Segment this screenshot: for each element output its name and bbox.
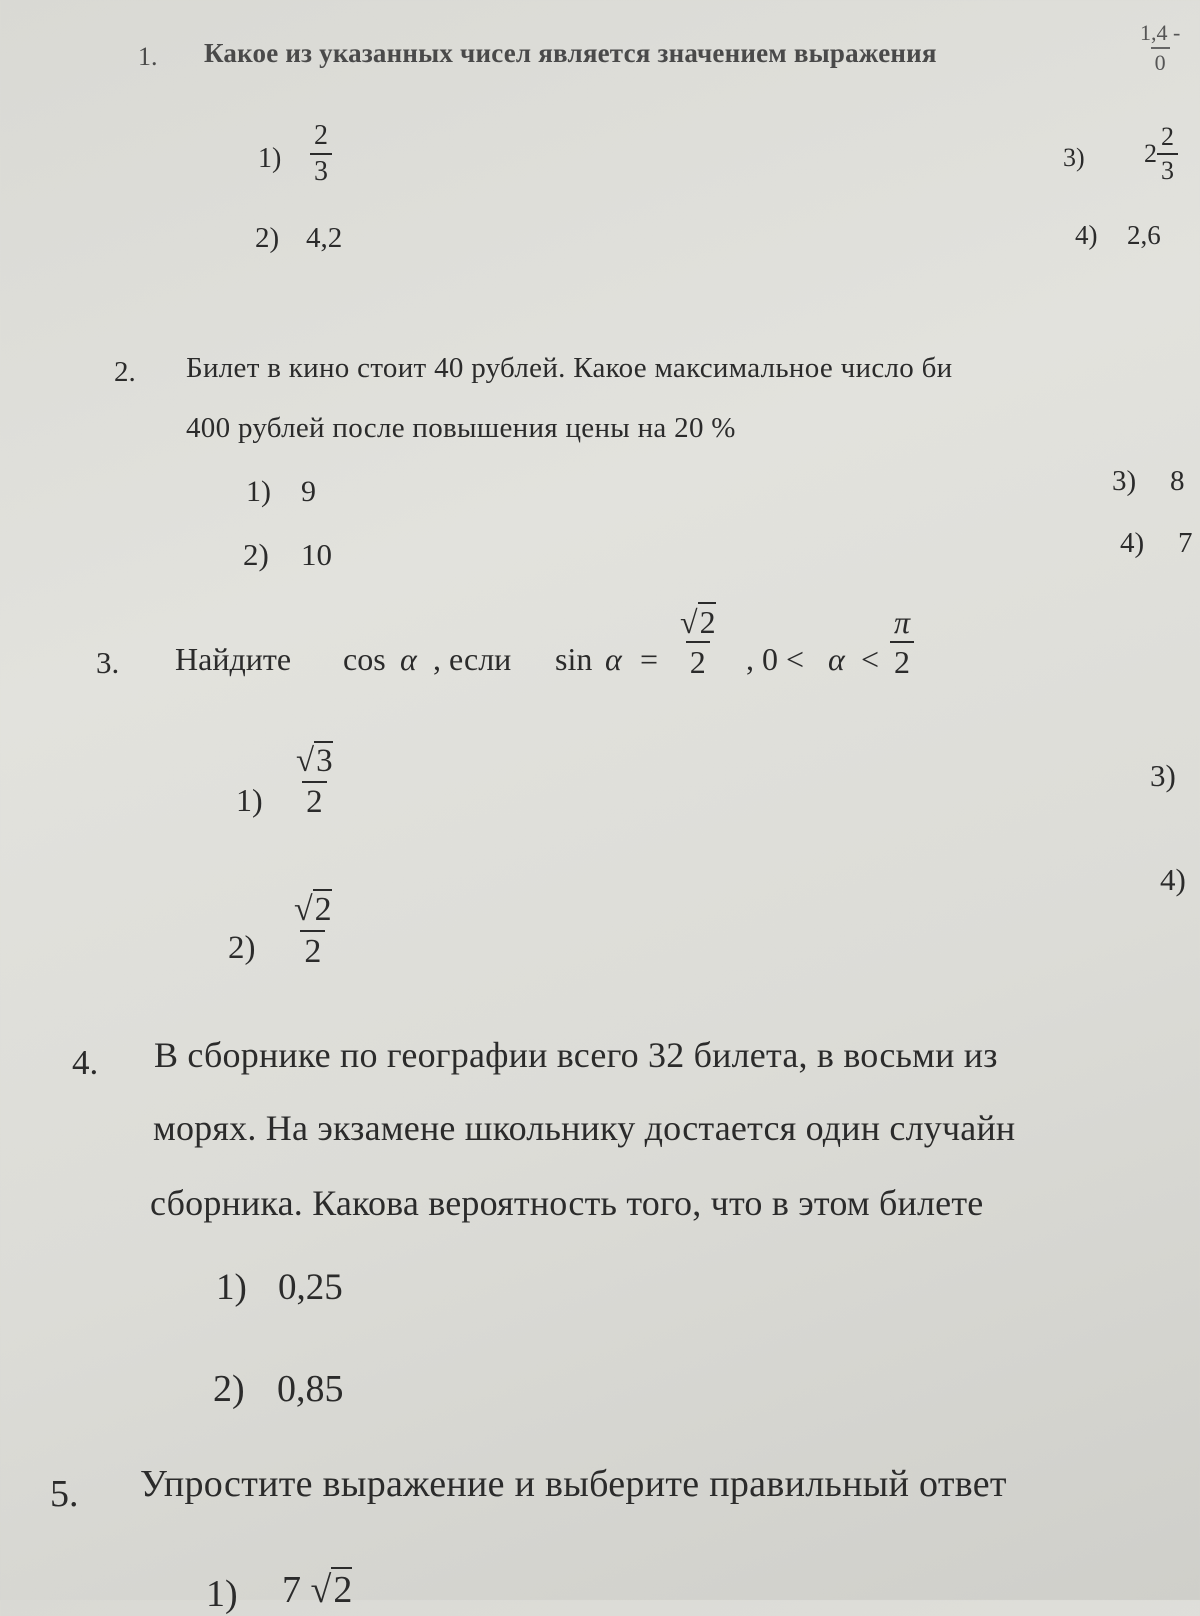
q1-opt3-fraction [1157,124,1178,184]
q5-number: 5. [50,1473,79,1515]
q1-number: 1. [138,42,158,71]
q3-condition: , 0 < [746,641,805,677]
q1-opt2-label: 2) [255,222,280,254]
q3-opt2-value [290,893,336,969]
q1-opt4-label: 4) [1075,220,1098,250]
q2-opt1-label: 1) [246,475,271,508]
sqrt-sign: √ [296,743,315,779]
sqrt-icon [311,1568,353,1612]
q1-expr-numerator: 1,4 - [1140,20,1181,45]
q5-opt1-label: 1) [206,1573,238,1615]
q4-number: 4. [72,1043,99,1082]
q3-sin-num [676,606,720,641]
q2-opt4-label: 4) [1120,527,1145,559]
q1-opt3-mixed [1144,124,1178,184]
q3-alpha-1: α [400,641,417,677]
q3-opt3-label: 3) [1150,758,1176,793]
q3-find: Найдите [175,641,292,677]
q4-line2: морях. На экзамене школьнику достается один случайн [153,1108,1016,1148]
sqrt-sign: √ [680,604,698,640]
sqrt-icon [294,893,332,927]
q1-opt1-den: 3 [310,153,332,186]
q1-opt1-label: 1) [258,143,282,174]
q3-if: , если [433,641,512,677]
q1-expr-denominator: 0 [1151,47,1170,74]
q3-opt1-radicand: 3 [316,743,333,779]
q3-pi-half [890,606,914,678]
q2-line2: 400 рублей после повышения цены на 20 % [186,412,736,444]
sqrt-icon [680,606,716,638]
q3-pi: π [894,604,911,640]
q1-opt4-value: 2,6 [1127,220,1161,250]
q3-alpha-3: α [828,641,845,677]
q2-opt1-value: 9 [301,475,316,508]
q3-opt2-label: 2) [228,930,256,966]
q3-sin-value [676,606,720,678]
q2-opt2-label: 2) [243,537,269,572]
q4-opt2-label: 2) [213,1368,245,1410]
q2-opt4-value: 7 [1178,527,1193,559]
q3-opt4-label: 4) [1160,862,1186,897]
q5-opt1-radicand: 2 [333,1569,353,1611]
sqrt-sign: √ [294,891,313,928]
q3-opt1-num [292,745,337,781]
q3-alpha-2: α [605,641,622,677]
q4-opt2-value: 0,85 [277,1368,344,1410]
q1-opt3-den: 3 [1157,153,1178,184]
q1-opt3-num: 2 [1161,122,1174,151]
q5-opt1-value [282,1568,352,1612]
q3-sin-den: 2 [686,641,710,678]
q1-opt1-fraction [310,122,332,186]
q3-lt: < [861,641,880,677]
q3-equals: = [640,641,659,677]
q3-opt1-den: 2 [302,781,327,819]
q3-opt2-num [290,893,336,930]
q2-opt3-value: 8 [1170,465,1185,497]
q3-sin: sin [555,641,593,677]
q3-pi-den: 2 [890,641,914,678]
q2-number: 2. [114,356,136,388]
sqrt-icon [296,745,333,778]
q1-expression [1136,22,1184,74]
q1-opt1-num: 2 [314,120,328,151]
sqrt-sign: √ [310,1569,332,1611]
q4-opt1-value: 0,25 [278,1267,343,1308]
q5-opt1-coef: 7 [282,1569,301,1611]
q4-line3: сборника. Какова вероятность того, что в этом билете [150,1183,984,1223]
q2-opt3-label: 3) [1112,465,1137,497]
q2-opt2-value: 10 [301,537,332,572]
q3-number: 3. [96,645,120,680]
q1-opt3-whole: 2 [1144,139,1157,168]
q3-opt1-value [292,745,337,819]
q1-opt3-label: 3) [1063,143,1085,172]
q4-opt1-label: 1) [216,1267,247,1308]
q2-line1: Билет в кино стоит 40 рублей. Какое максимальное число би [186,352,953,384]
q4-line1: В сборнике по географии всего 32 билета, в восьми из [154,1035,998,1075]
q3-opt1-label: 1) [236,782,263,818]
q1-opt2-value: 4,2 [306,222,343,254]
q3-cos: cos [343,641,386,677]
q5-text: Упростите выражение и выберите правильный ответ [140,1463,1007,1505]
q3-opt2-den: 2 [300,930,325,969]
q3-opt2-radicand: 2 [314,891,332,928]
q3-sin-radicand: 2 [699,604,716,640]
q1-text: Какое из указанных чисел является значением выражения [204,38,937,68]
